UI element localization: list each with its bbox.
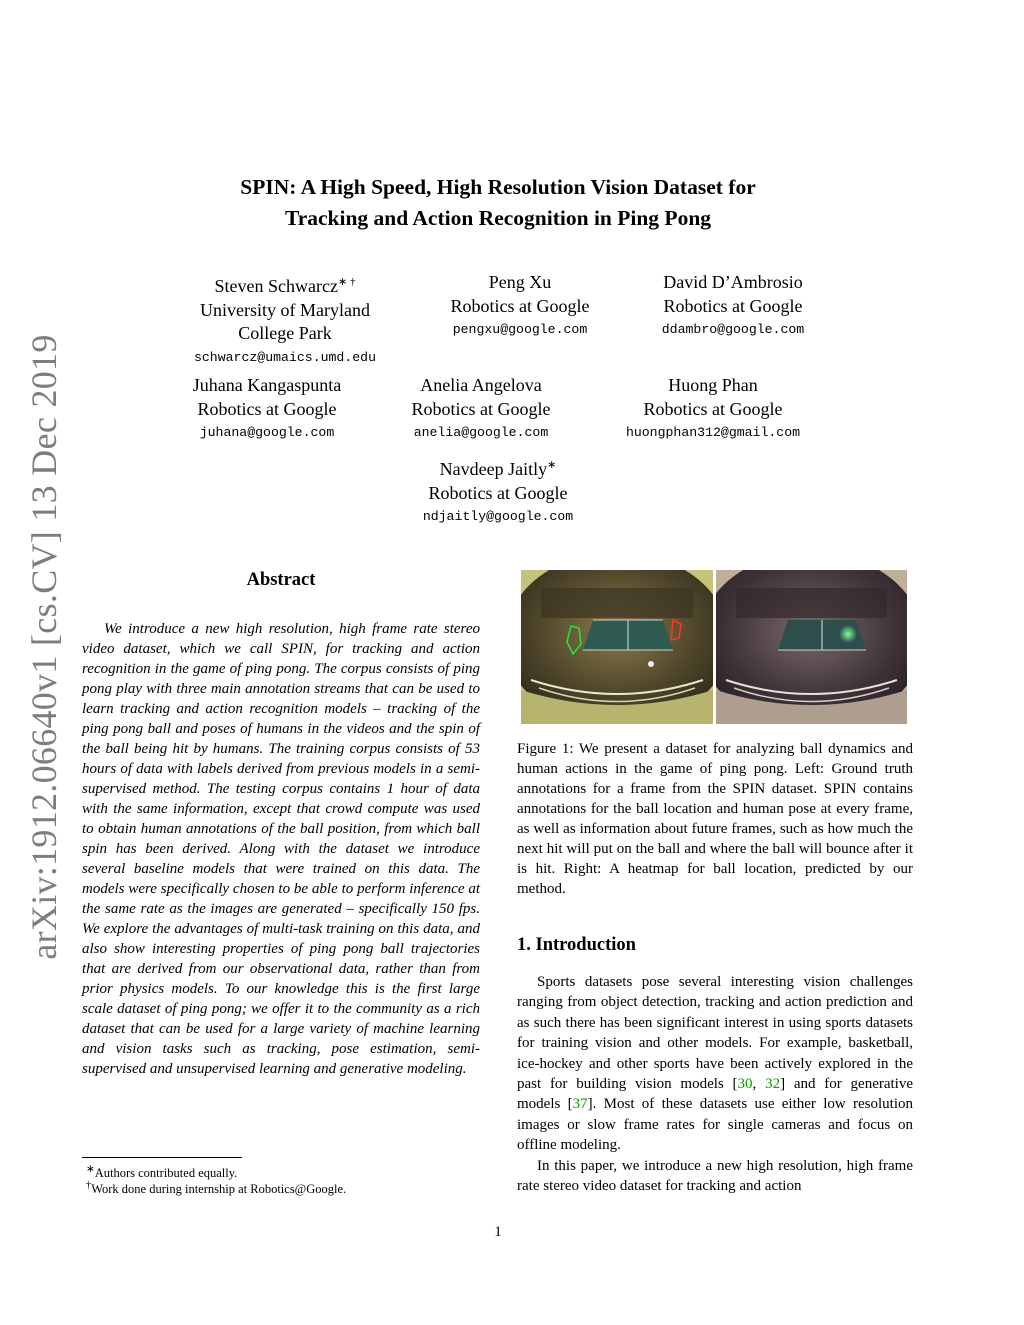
author-affiliation: Robotics at Google [197, 398, 337, 419]
author-affiliation: Robotics at Google [663, 295, 803, 316]
author-block-angelova [386, 374, 576, 444]
citation-30[interactable]: 30 [737, 1076, 753, 1093]
author-affiliation: Robotics at Google [411, 398, 551, 419]
author-block-dambrosio [630, 271, 836, 341]
author-affiliation: Robotics at Google [428, 482, 568, 503]
abstract-text: We introduce a new high resolution, high frame rate stereo video dataset, which we call SPIN, for tracking and action recognition in the game of ping pong. The corpus consists of ping pong play with three main annotation streams that can be used to learn tracking and action recognition models – tracking of the ping pong ball and poses of humans in the videos and the spin of the ball being hit by humans. The training corpus consists of 53 hours of data with labels derived from previous models in a semi-supervised method. The testing corpus contains 1 hour of data with the same information, except that crowd compute was used to obtain human annotations of the ball position, from which ball spin has been derived. Along with the dataset we introduce several baseline models that were trained on this data. The models were specifically chosen to be able to perform inference at the same rate as the images are generated – specifically 150 fps. We explore the advantages of multi-task training on this data, and also show interesting properties of ping pong ball trajectories that are derived from our observational data, rather than from prior physics models. To our knowledge this is the first large scale dataset of ping pong; we offer it to the community as a rich dataset that can be used for a large variety of machine learning and vision tasks such as tracking, pose estimation, semi-supervised and unsupervised learning and generative modeling. [82, 621, 480, 1077]
arxiv-stamp-text: arXiv:1912.06640v1 [cs.CV] 13 Dec 2019 [24, 334, 64, 960]
footnote-mark: ∗ [86, 1164, 95, 1175]
title-line-1: SPIN: A High Speed, High Resolution Vision Dataset for [240, 175, 756, 199]
author-name: Anelia Angelova [420, 375, 542, 395]
title-line-2: Tracking and Action Recognition in Ping Pong [284, 206, 712, 230]
intro-paragraph-2: In this paper, we introduce a new high resolution, high frame rate stereo video dataset for tracking and action [517, 1157, 913, 1195]
section-heading-introduction: 1. Introduction [517, 935, 636, 955]
author-name: Huong Phan [668, 375, 758, 395]
author-email[interactable]: pengxu@google.com [452, 322, 588, 337]
figure-left-image [521, 570, 713, 724]
author-affiliation: Robotics at Google [643, 398, 783, 419]
author-mark: ∗ † [337, 276, 356, 288]
ground-truth-frame-illustration [521, 570, 713, 724]
heatmap-frame-illustration [716, 570, 907, 724]
footnote-text: Authors contributed equally. [94, 1166, 238, 1181]
footnote-rule [82, 1157, 242, 1158]
footnote-text: Work done during internship at Robotics@Google. [91, 1182, 347, 1197]
author-email[interactable]: anelia@google.com [413, 425, 549, 440]
intro-paragraph-1: Sports datasets pose several interesting vision challenges ranging from object detection, tracking and action prediction and as such there has been significant interest in using sports datasets for training vision and other models. For example, basketball, ice-hockey and other sports have been actively explored in the past for building vision models [30, 32] and for generative models [37]. Most of these datasets use either low resolution images or slow frame rates for single cameras and focus on offline modeling. [517, 974, 914, 1154]
author-email[interactable]: ddambro@google.com [661, 322, 805, 337]
abstract-heading: Abstract [246, 570, 316, 590]
figure-right-image [716, 570, 907, 724]
author-affiliation: University of Maryland [200, 299, 370, 320]
footnote-mark: † [86, 1180, 92, 1191]
author-block-kangaspunta [162, 374, 372, 444]
author-email[interactable]: huongphan312@gmail.com [625, 425, 801, 440]
citation-32[interactable]: 32 [765, 1076, 781, 1093]
author-block-schwarcz [170, 271, 400, 369]
figure-caption: Figure 1: We present a dataset for analyzing ball dynamics and human actions in the game of ping pong. Left: Ground truth annotations for a frame from the SPIN dataset. SPIN contains annotations for the ball location and human pose at every frame, as well as information about future frames, such as how much the next hit will put on the ball and where the ball will bounce after it is hit. Right: A heatmap for ball location, predicted by our method. [517, 741, 913, 897]
author-block-jaitly [398, 454, 598, 528]
author-name: Peng Xu [488, 272, 552, 292]
author-affiliation-2: College Park [238, 323, 332, 343]
author-block-phan [603, 374, 823, 444]
arxiv-stamp [14, 334, 74, 960]
author-email[interactable]: schwarcz@umaics.umd.edu [193, 349, 377, 365]
author-name: Steven Schwarcz∗ † [214, 276, 356, 296]
author-email[interactable]: juhana@google.com [199, 425, 335, 440]
author-name: Juhana Kangaspunta [192, 375, 342, 395]
author-name: David D’Ambrosio [663, 272, 803, 292]
author-email[interactable]: ndjaitly@google.com [422, 509, 574, 524]
author-block-xu [410, 271, 630, 341]
author-mark: ∗ [547, 459, 557, 471]
author-affiliation: Robotics at Google [450, 295, 590, 316]
introduction-body [517, 972, 913, 1196]
footnote-2 [86, 1178, 480, 1197]
citation-37[interactable]: 37 [572, 1096, 588, 1113]
page-number: 1 [494, 1224, 502, 1240]
author-name: Navdeep Jaitly∗ [439, 459, 557, 479]
paper-title [0, 172, 996, 234]
